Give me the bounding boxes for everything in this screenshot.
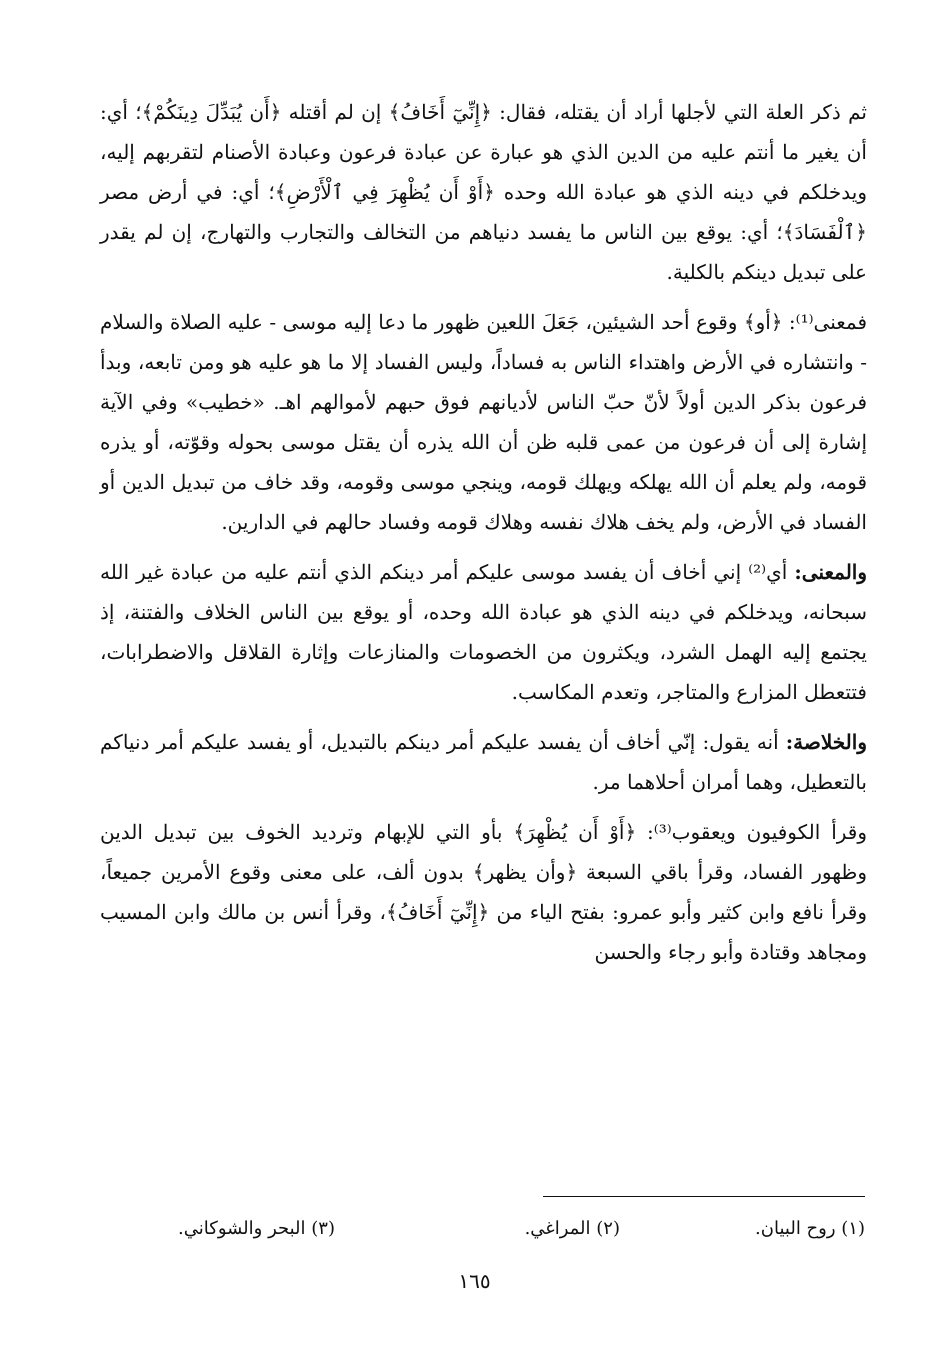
paragraph-text: أنه يقول: إنّي أخاف أن يفسد عليكم أمر دينكم بالتبديل، أو يفسد عليكم أمر دنياكم بالتعطيل، وهما أمران أحلاهما مر. [100,730,867,794]
paragraph-label: والمعنى: [794,560,867,584]
paragraph-4 [100,722,867,802]
footnote-2: (٢) المراغي. [524,1218,620,1239]
paragraph-2 [100,302,867,542]
footnote-divider [543,1196,865,1197]
paragraph-1 [100,92,867,292]
footnote-3: (٣) البحر والشوكاني. [178,1218,335,1239]
paragraph-text: فمعنى⁽¹⁾: ﴿أو﴾ وقوع أحد الشيئين، جَعَلَ اللعين ظهور ما دعا إليه موسى - عليه الصلاة والسلام - وانتشاره في الأرض واهتداء الناس به فساداً، وليس الفساد إلا ما هو عليه هو ومن تابعه، وبدأ فرعون بذكر الدين أولاً لأنّ حبّ الناس لأديانهم فوق حبهم لأموالهم اهـ. «خطيب» وفي الآية إشارة إلى أن فرعون من عمى قلبه ظن أن الله يذره أن يقتل موسى بحوله وقوّته، أو يذره قومه، ولم يعلم أن الله يهلكه ويهلك قومه، وينجي موسى وقومه، وقد خاف من تبديل الدين أو الفساد في الأرض، ولم يخف هلاك نفسه وهلاك قومه وفساد حالهم في الدارين. [100,310,867,534]
paragraph-5 [100,812,867,972]
footnote-1: (١) روح البيان. [755,1218,865,1239]
paragraph-text: ثم ذكر العلة التي لأجلها أراد أن يقتله، فقال: ﴿إِنِّيٓ أَخَافُ﴾ إن لم أقتله ﴿أَن يُبَدِّلَ دِينَكُمْ﴾؛ أي: أن يغير ما أنتم عليه من الدين الذي هو عبارة عن عبادة فرعون وعبادة الأصنام لتقربهم إليه، ويدخلكم في دينه الذي هو عبادة الله وحده ﴿أَوْ أَن يُظْهِرَ فِي ٱلْأَرْضِ﴾؛ أي: في أرض مصر ﴿ٱلْفَسَادَ﴾؛ أي: يوقع بين الناس ما يفسد دنياهم من التخالف والتجارب والتهارج، إن لم يقدر على تبديل دينكم بالكلية. [100,100,867,284]
paragraph-text: أي⁽²⁾ إني أخاف أن يفسد موسى عليكم أمر دينكم الذي أنتم عليه من عبادة غير الله سبحانه، ويدخلكم في دينه الذي هو عبادة الله وحده، أو يوقع بين الناس الخلاف والفتنة، إذ يجتمع إليه الهمل الشرد، ويكثرون من الخصومات والمنازعات وإثارة القلاقل والاضطرابات، فتتعطل المزارع والمتاجر، وتعدم المكاسب. [100,560,868,704]
paragraph-3 [100,552,867,712]
paragraph-label: والخلاصة: [785,730,867,754]
footnotes [150,1214,865,1244]
page-number: ١٦٥ [458,1269,491,1293]
paragraph-text: وقرأ الكوفيون ويعقوب⁽³⁾: ﴿أَوْ أَن يُظْهِرَ﴾ بأو التي للإبهام وترديد الخوف بين تبديل الدين وظهور الفساد، وقرأ باقي السبعة ﴿وأن يظهر﴾ بدون ألف، على معنى وقوع الأمرين جميعاً، وقرأ نافع وابن كثير وأبو عمرو: بفتح الياء من ﴿إِنِّيٓ أَخَافُ﴾، وقرأ أنس بن مالك وابن المسيب ومجاهد وقتادة وأبو رجاء والحسن [100,820,867,964]
main-text [100,92,867,972]
